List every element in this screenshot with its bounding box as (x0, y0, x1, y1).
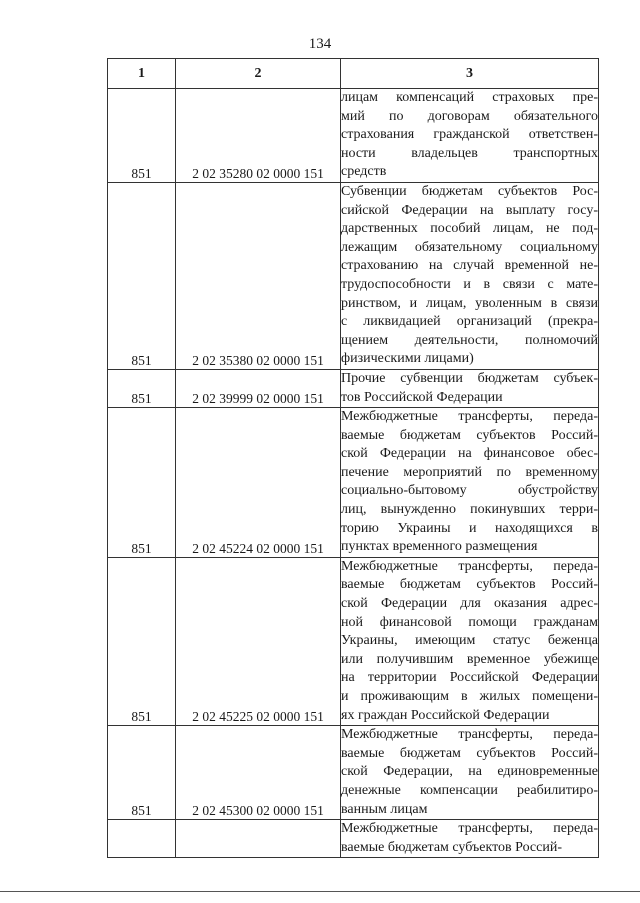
description-line: на территории Российской Федерации (341, 670, 598, 686)
description-line: печение мероприятий по временному (341, 464, 598, 480)
description-line: ской Федерации для оказания адрес- (341, 596, 598, 612)
table-row (108, 557, 599, 725)
admin-code-cell: 851 (108, 557, 176, 725)
description-line: ринством, и лицам, уволенным в связи (341, 295, 598, 311)
description-line: лицам компенсаций страховых пре- (341, 90, 598, 105)
description-line: Межбюджетные трансферты, переда- (341, 409, 598, 425)
description-cell (341, 726, 599, 820)
description-line: щением деятельности, полномочий (341, 332, 598, 348)
revenue-code-cell: 2 02 39999 02 0000 151 (176, 369, 341, 407)
page-number: 134 (308, 36, 332, 52)
description-line: Межбюджетные трансферты, переда- (341, 727, 598, 743)
description-line: ваемые бюджетам субъектов Россий- (341, 745, 598, 761)
description-line: ваемые бюджетам субъектов Россий- (341, 839, 562, 855)
table-row (108, 820, 599, 858)
description-line: дарственных пособий лицам, не под- (341, 221, 598, 237)
table-row (108, 726, 599, 820)
description-line: средств (341, 164, 387, 180)
description-line: Межбюджетные трансферты, переда- (341, 821, 598, 837)
description-cell (341, 408, 599, 558)
description-line: трудоспособности и в связи с мате- (341, 276, 598, 292)
description-line: физическими лицами) (341, 351, 474, 367)
admin-code-cell: 851 (108, 726, 176, 820)
description-line: ности владельцев транспортных (341, 145, 598, 161)
table-row (108, 89, 599, 183)
description-line: тов Российской Федерации (341, 389, 503, 405)
admin-code-cell (108, 820, 176, 858)
revenue-code-cell: 2 02 35280 02 0000 151 (176, 89, 341, 183)
description-line: с ликвидацией организаций (прекра- (341, 314, 598, 330)
description-line: Прочие субвенции бюджетам субъек- (341, 370, 598, 386)
description-line: или получившим временное убежище (341, 651, 598, 667)
description-cell (341, 820, 599, 858)
description-line: Субвенции бюджетам субъектов Рос- (341, 183, 598, 199)
description-line: Украины, имеющим статус беженца (341, 633, 598, 649)
description-cell (341, 182, 599, 369)
description-line: страхованию на случай временной не- (341, 258, 598, 274)
page-bottom-line (0, 891, 640, 892)
description-line: Межбюджетные трансферты, переда- (341, 558, 598, 574)
description-line: лиц, вынужденно покинувших терри- (341, 502, 598, 518)
description-line: ской Федерации, на единовременные (341, 764, 598, 780)
table-row (108, 369, 599, 407)
description-line: и проживающим в жилых помещени- (341, 689, 598, 704)
table-row (108, 182, 599, 369)
description-line: страхования гражданской ответствен- (341, 127, 598, 143)
description-cell (341, 557, 599, 725)
table-header-row (108, 59, 599, 89)
admin-code-cell: 851 (108, 369, 176, 407)
description-cell (341, 89, 599, 183)
description-line: торию Украины и находящихся в (341, 520, 598, 536)
description-line: пунктах временного размещения (341, 539, 538, 555)
description-line: мий по договорам обязательного (341, 108, 598, 124)
revenue-code-cell: 2 02 45224 02 0000 151 (176, 408, 341, 558)
description-line: сийской Федерации на выплату госу- (341, 202, 598, 218)
revenue-code-cell: 2 02 35380 02 0000 151 (176, 182, 341, 369)
column-header-1: 1 (108, 59, 176, 89)
description-line: ной финансовой помощи гражданам (341, 614, 598, 630)
revenue-code-cell: 2 02 45300 02 0000 151 (176, 726, 341, 820)
admin-code-cell: 851 (108, 182, 176, 369)
table-row (108, 408, 599, 558)
description-line: ванным лицам (341, 801, 428, 817)
admin-code-cell: 851 (108, 408, 176, 558)
description-line: лежащим обязательному социальному (341, 239, 598, 255)
column-header-2: 2 (176, 59, 341, 89)
description-line: ях граждан Российской Федерации (341, 707, 550, 723)
budget-classification-table (107, 58, 599, 858)
column-header-3: 3 (341, 59, 599, 89)
description-line: ской Федерации на финансовое обес- (341, 446, 598, 462)
revenue-code-cell: 2 02 45225 02 0000 151 (176, 557, 341, 725)
description-line: ваемые бюджетам субъектов Россий- (341, 577, 598, 593)
description-cell (341, 369, 599, 407)
description-line: социально-бытовому обустройству (341, 483, 598, 499)
admin-code-cell: 851 (108, 89, 176, 183)
description-line: ваемые бюджетам субъектов Россий- (341, 427, 598, 443)
revenue-code-cell (176, 820, 341, 858)
description-line: денежные компенсации реабилитиро- (341, 782, 598, 798)
